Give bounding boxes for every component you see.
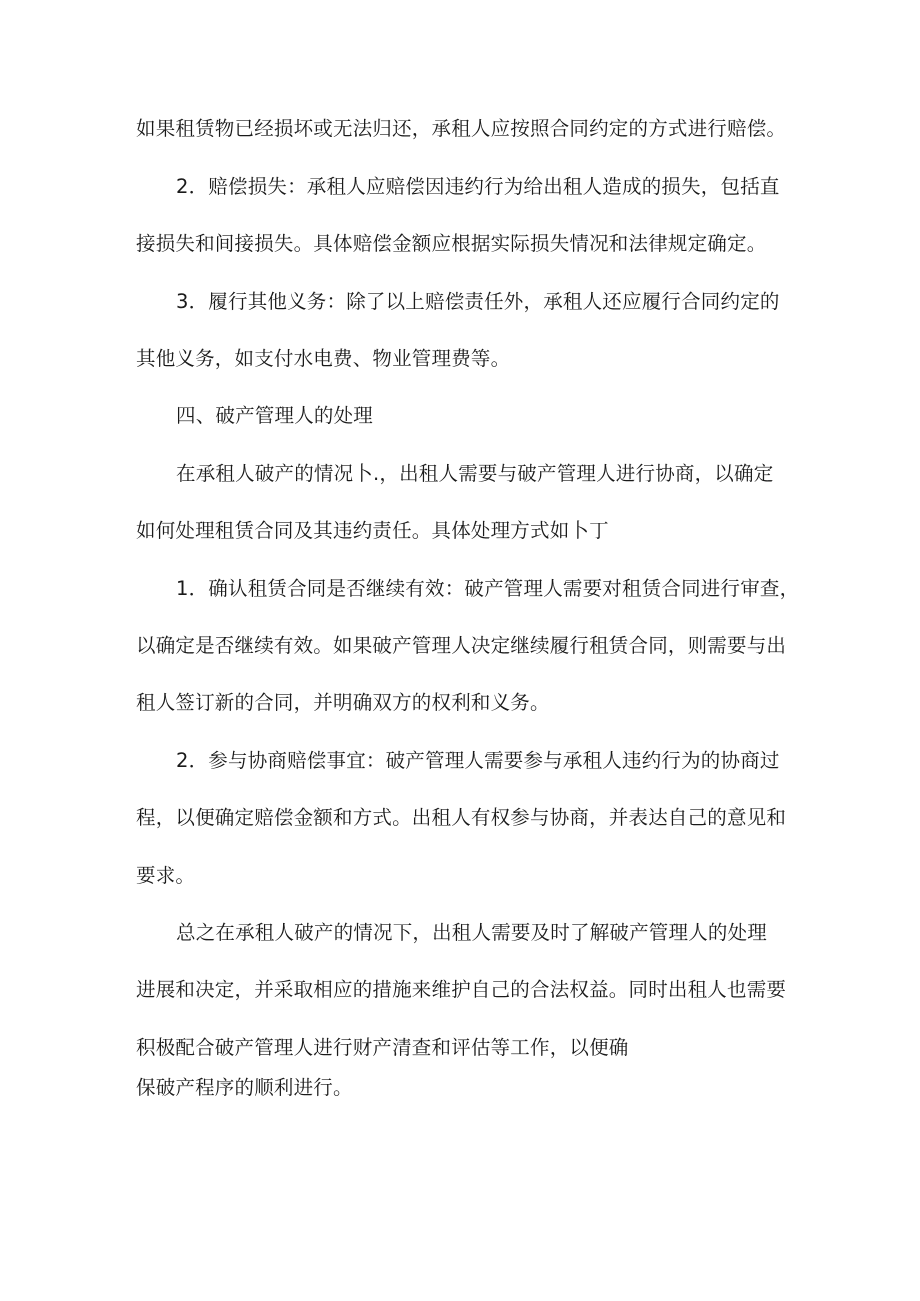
paragraph-line: 总之在承租人破产的情况下，出租人需要及时了解破产管理人的处理: [176, 921, 768, 944]
paragraph-line: 如果租赁物已经损坏或无法归还，承租人应按照合同约定的方式进行赔偿。: [136, 117, 787, 140]
paragraph-line: 1．确认租赁合同是否继续有效：破产管理人需要对租赁合同进行审查，: [176, 577, 800, 600]
paragraph-line: 接损失和间接损失。具体赔偿金额应根据实际损失情况和法律规定确定。: [136, 232, 767, 255]
paragraph-line: 进展和决定，并采取相应的措施来维护自己的合法权益。同时出租人也需要: [136, 978, 787, 1001]
paragraph-line: 保破产程序的顺利进行。: [136, 1076, 353, 1099]
section-heading: 四、破产管理人的处理: [176, 404, 374, 427]
paragraph-line: 3．履行其他义务：除了以上赔偿责任外，承租人还应履行合同约定的: [176, 290, 780, 313]
paragraph-line: 程，以便确定赔偿金额和方式。出租人有权参与协商，并表达自己的意见和: [136, 806, 787, 829]
paragraph-line: 积极配合破产管理人进行财产清查和评估等工作，以便确: [136, 1036, 629, 1059]
paragraph-line: 2．赔偿损失：承租人应赔偿因违约行为给出租人造成的损失，包括直: [176, 175, 780, 198]
paragraph-line: 租人签订新的合同，并明确双方的权利和义务。: [136, 691, 550, 714]
paragraph-line: 在承租人破产的情况卜.，出租人需要与破产管理人进行协商，以确定: [176, 462, 774, 485]
paragraph-line: 如何处理租赁合同及其违约责任。具体处理方式如卜丁: [136, 519, 609, 542]
paragraph-line: 以确定是否继续有效。如果破产管理人决定继续履行租赁合同，则需要与出: [136, 634, 787, 657]
paragraph-line: 2．参与协商赔偿事宜：破产管理人需要参与承租人违约行为的协商过: [176, 749, 780, 772]
paragraph-line: 要求。: [136, 864, 196, 887]
paragraph-line: 其他义务，如支付水电费、物业管理费等。: [136, 347, 511, 370]
